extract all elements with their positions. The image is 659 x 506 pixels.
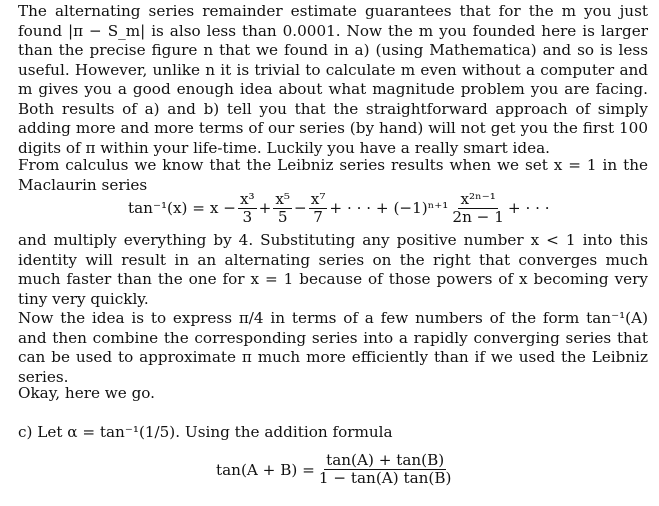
equation-maclaurin-arctan: tan⁻¹(x) = x − $\frac{\text{x³}}{3}$ + $\frac{\text{x⁵}}{5}$ − $\frac{\text{x⁷}}{7}$ + · · · + (−1)ⁿ⁺¹ $\frac{\text{x²ⁿ⁻¹}}{2n - 1}$ + · · · <box>128 189 550 226</box>
fraction-general-term: $\frac{\text{x²ⁿ⁻¹}}{2n - 1}$ <box>452 189 504 226</box>
fraction-addition: $\frac{\tan(A) + \tan(B)}{1 - \tan(A) \tan(B)}$ <box>318 451 452 487</box>
paragraph-idea: Now the idea is to express π/4 in terms of a few numbers of the form tan⁻¹(A) and then combine the corresponding series into a rapidly converging series that can be used to approximate π much more efficiently than if we used the Leibniz series. <box>18 309 648 386</box>
eq2-lhs: tan(A + B) = <box>216 460 315 479</box>
fraction-term-1: $\frac{\text{x³}}{3}$ <box>239 189 255 226</box>
paragraph-part-c: c) Let α = tan⁻¹(1/5). Using the addition formula <box>18 423 393 441</box>
fraction-term-2: $\frac{\text{x⁵}}{5}$ <box>275 189 291 226</box>
paragraph-here-we-go: Okay, here we go. <box>18 384 156 402</box>
eq-tail: + · · · <box>507 199 550 217</box>
equation-tan-addition <box>216 452 455 487</box>
eq-middle: + · · · + (−1)ⁿ⁺¹ <box>329 199 449 217</box>
paragraph-remainder-estimate: The alternating series remainder estimate guarantees that for the m you just found |π − S_m| is also less than 0.0001. Now the m you founded here is larger than the precise figure n that we found in a) (using Mathematica) and so is less useful. However, unlike n it is trivial to calculate m even without a computer and m gives you a good enough idea about what magnitude problem you are facing. Both results of a) and b) tell you that the straightforward approach of simply adding more and more terms of our series (by hand) will not get you the first 100 digits of π within your life-time. Luckily you have a really smart idea. <box>18 2 648 157</box>
fraction-term-3: $\frac{\text{x⁷}}{7}$ <box>310 189 326 226</box>
paragraph-leibniz-intro: From calculus we know that the Leibniz series results when we set x = 1 in the Maclaurin series <box>18 156 648 194</box>
paragraph-substitution: and multiply everything by 4. Substituting any positive number x < 1 into this identity will result in an alternating series on the right that converges much much faster than the one for x = 1 because of those powers of x becoming very tiny very quickly. <box>18 231 648 308</box>
eq-lhs: tan⁻¹(x) = x − <box>128 199 236 217</box>
